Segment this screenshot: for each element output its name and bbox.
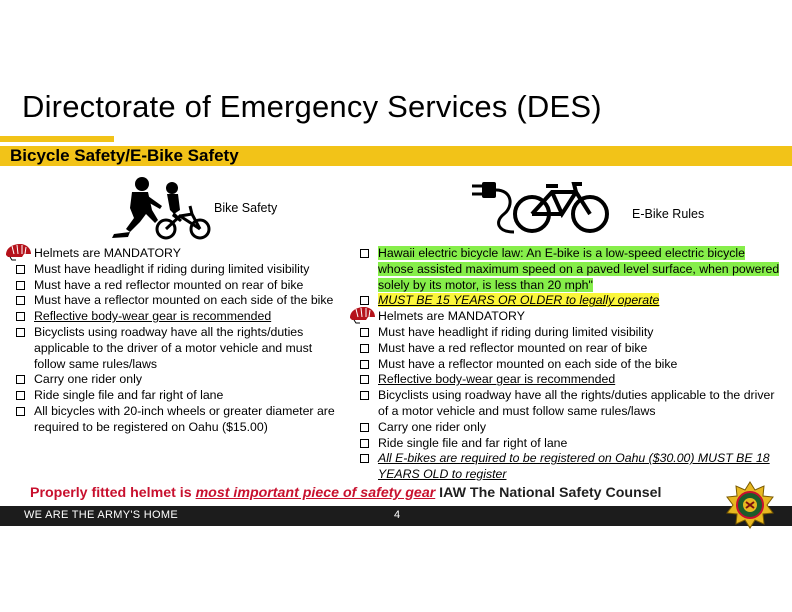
- checkbox-icon: [360, 328, 369, 337]
- checkbox-icon: [16, 312, 25, 321]
- slide: [0, 80, 792, 526]
- list-item: MUST BE 15 YEARS OR OLDER to legally operate: [360, 293, 780, 309]
- list-item: Hawaii electric bicycle law: An E-bike is a low-speed electric bicycle whose assisted maximum speed on a paved level surface, when powered solely by its motor, is less than 20 mph": [360, 246, 780, 293]
- checkbox-icon: [360, 423, 369, 432]
- ebike-rules-caption: E-Bike Rules: [632, 207, 705, 221]
- checkbox-icon: [16, 281, 25, 290]
- footer-text: WE ARE THE ARMY'S HOME: [24, 509, 178, 521]
- checkbox-icon: [16, 328, 25, 337]
- subtitle-band: [0, 146, 792, 166]
- list-item: Helmets are MANDATORY: [360, 309, 780, 325]
- checkbox-icon: [360, 391, 369, 400]
- ebike-rules-list: [360, 246, 780, 483]
- list-item: Helmets are MANDATORY: [16, 246, 336, 262]
- checkbox-icon: [360, 296, 369, 305]
- list-item: Must have a reflector mounted on each side of the bike: [360, 357, 780, 373]
- checkbox-icon: [16, 265, 25, 274]
- helmet-icon: [4, 243, 32, 261]
- list-item: Ride single file and far right of lane: [16, 388, 336, 404]
- checkbox-icon: [16, 391, 25, 400]
- title-accent-bar: [0, 136, 114, 142]
- subtitle: Bicycle Safety/E-Bike Safety: [10, 146, 239, 165]
- list-item: Reflective body-wear gear is recommended: [360, 372, 780, 388]
- list-item: All bicycles with 20-inch wheels or greater diameter are required to be registered on Oahu ($15.00): [16, 404, 336, 436]
- list-item: Must have headlight if riding during limited visibility: [16, 262, 336, 278]
- bike-safety-list: [16, 246, 336, 436]
- page-number: 4: [394, 509, 401, 521]
- cyclist-child-icon: [100, 176, 215, 242]
- checkbox-icon: [16, 296, 25, 305]
- helmet-icon: [348, 306, 376, 324]
- checkbox-icon: [360, 439, 369, 448]
- list-item: Must have a red reflector mounted on rear of bike: [360, 341, 780, 357]
- list-item: Ride single file and far right of lane: [360, 436, 780, 452]
- list-item: All E-bikes are required to be registered on Oahu ($30.00) MUST BE 18 YEARS OLD to register: [360, 451, 780, 483]
- page-title: Directorate of Emergency Services (DES): [22, 89, 602, 124]
- helmet-safety-message: Properly fitted helmet is most important piece of safety gear IAW The National Safety Counsel: [30, 485, 662, 501]
- list-item: Bicyclists using roadway have all the rights/duties applicable to the driver of a motor vehicle and must follow same rules/laws: [360, 388, 780, 420]
- army-insignia-icon: [722, 480, 778, 530]
- list-item: Must have a red reflector mounted on rear of bike: [16, 278, 336, 294]
- bicycle-icon: [512, 182, 610, 234]
- checkbox-icon: [360, 344, 369, 353]
- list-item: Reflective body-wear gear is recommended: [16, 309, 336, 325]
- checkbox-icon: [16, 375, 25, 384]
- list-item: Carry one rider only: [360, 420, 780, 436]
- checkbox-icon: [360, 249, 369, 258]
- list-item: Bicyclists using roadway have all the rights/duties applicable to the driver of a motor vehicle and must follow same rules/laws: [16, 325, 336, 372]
- checkbox-icon: [360, 454, 369, 463]
- bike-safety-caption: Bike Safety: [214, 201, 278, 215]
- list-item: Must have headlight if riding during limited visibility: [360, 325, 780, 341]
- footer-bar: [0, 506, 792, 526]
- checkbox-icon: [360, 375, 369, 384]
- checkbox-icon: [16, 407, 25, 416]
- list-item: Must have a reflector mounted on each side of the bike: [16, 293, 336, 309]
- list-item: Carry one rider only: [16, 372, 336, 388]
- checkbox-icon: [360, 360, 369, 369]
